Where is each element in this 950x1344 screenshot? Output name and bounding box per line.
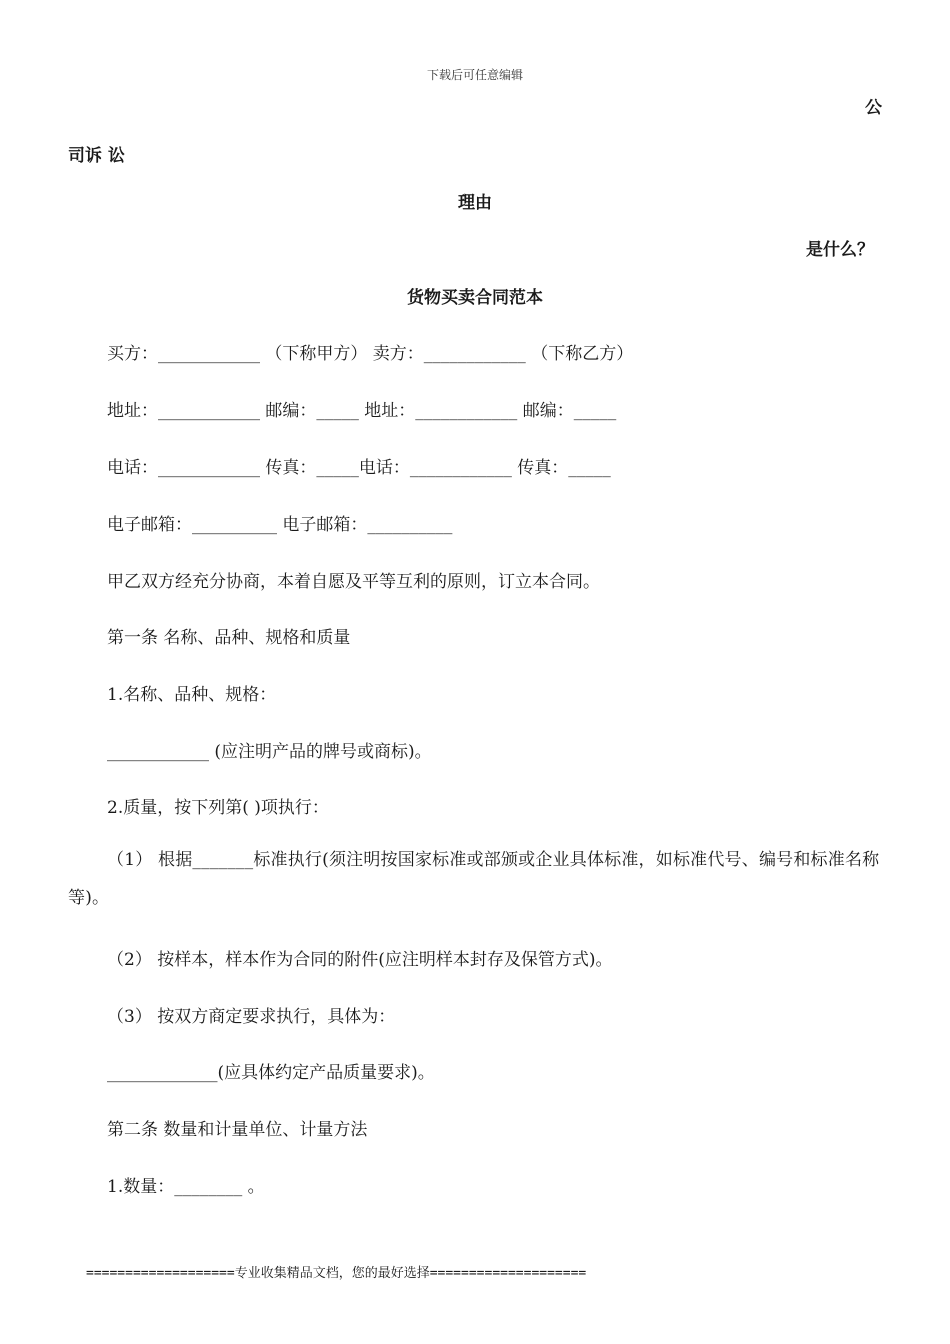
email-line: 电子邮箱：__________ 电子邮箱：__________: [107, 515, 453, 535]
phone-fax-line: 电话：____________ 传真：_____电话：____________ 传真：_____: [107, 458, 611, 478]
brand-note-line: ____________ (应注明产品的牌号或商标)。: [107, 742, 432, 762]
quality-option-one: （1） 根据_______标准执行(须注明按国家标准或部颁或企业具体标准，如标准代号、编号和标准名称等)。: [68, 850, 880, 908]
address-line: 地址：____________ 邮编：_____ 地址：____________ 邮编：_____: [107, 401, 617, 421]
buyer-seller-line: 买方：____________ （下称甲方） 卖方：____________ （下称乙方）: [107, 344, 634, 364]
quantity-line: 1.数量：________ 。: [107, 1177, 265, 1197]
heading-fragment-liyou: 理由: [458, 193, 492, 213]
quality-line: 2.质量，按下列第( )项执行：: [107, 798, 329, 818]
quality-option-two: （2） 按样本，样本作为合同的附件(应注明样本封存及保管方式)。: [107, 950, 613, 970]
heading-fragment-gong: 公: [865, 98, 882, 118]
header-note: 下载后可任意编辑: [426, 68, 523, 82]
heading-fragment-susong: 司诉 讼: [68, 146, 125, 166]
document-title: 货物买卖合同范本: [407, 288, 543, 308]
article-two-heading: 第二条 数量和计量单位、计量方法: [107, 1120, 368, 1140]
quality-requirement-line: _____________(应具体约定产品质量要求)。: [107, 1063, 435, 1083]
preamble-line: 甲乙双方经充分协商，本着自愿及平等互利的原则，订立本合同。: [107, 572, 600, 592]
footer-banner: ===================专业收集精品文档，您的最好选择====================: [86, 1266, 587, 1281]
quality-option-three: （3） 按双方商定要求执行，具体为：: [107, 1007, 396, 1027]
item-name-line: 1.名称、品种、规格：: [107, 685, 277, 705]
heading-fragment-shishenme: 是什么？: [806, 240, 874, 260]
article-one-heading: 第一条 名称、品种、规格和质量: [107, 628, 351, 648]
